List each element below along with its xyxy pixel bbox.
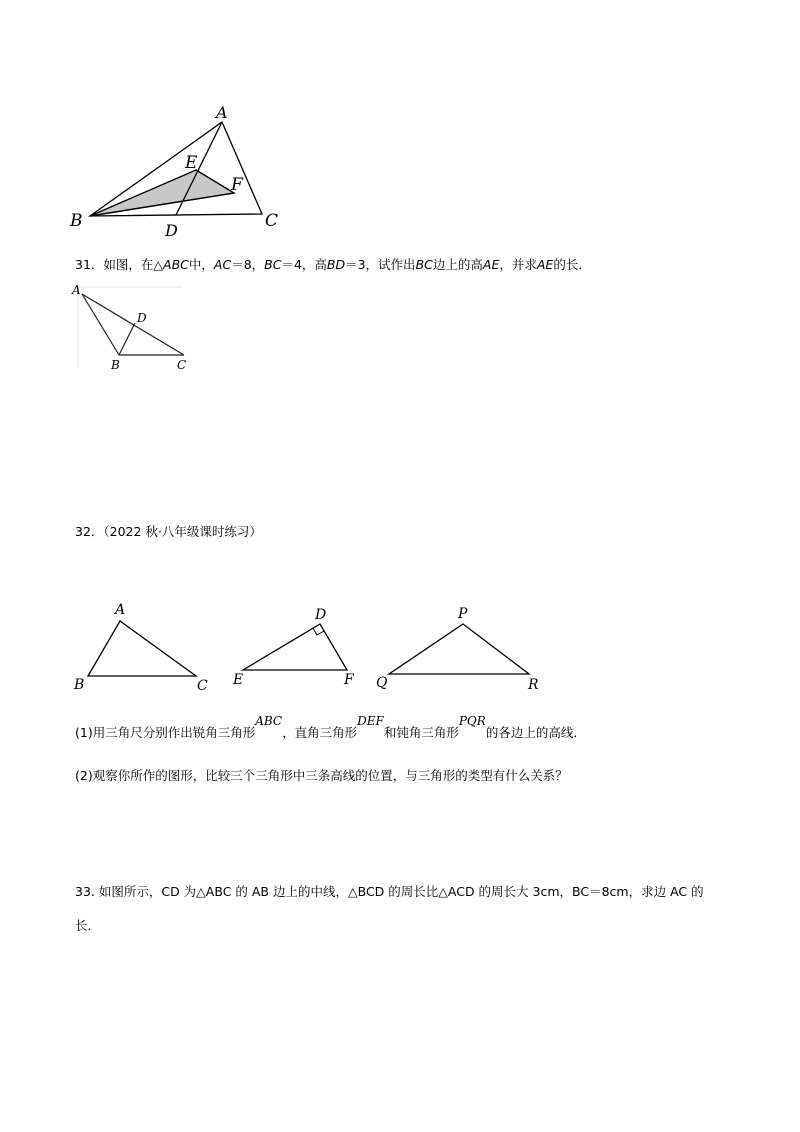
question-source: （2022 秋·八年级课时练习） [103, 524, 262, 539]
question-31-text: 31．如图，在△ABC中，AC＝8，BC＝4，高BD＝3，试作出BC边上的高AE，并求AE的长． [75, 257, 591, 272]
label-d: D [165, 221, 178, 238]
triangle-def [243, 624, 347, 670]
label-e: E [233, 672, 244, 688]
label-r: R [528, 677, 539, 693]
label-q: Q [376, 675, 388, 691]
triangle-figure-q31 [70, 280, 200, 375]
label-a: A [72, 283, 81, 297]
label-c: C [177, 358, 187, 372]
label-d: D [137, 311, 147, 325]
three-triangles-figure [70, 598, 550, 694]
label-d: D [315, 607, 327, 623]
label-b: B [111, 358, 120, 372]
question-32-header [75, 523, 262, 541]
label-a: A [216, 103, 228, 122]
label-b: B [74, 677, 85, 693]
segment-ab [82, 294, 119, 355]
segment-bd [119, 323, 135, 355]
label-c: C [265, 211, 279, 231]
question-32-part-1: (1)用三角尺分别作出锐角三角形ABC，直角三角形DEF和钝角三角形PQR的各边上的高线． [75, 714, 586, 740]
question-number: 31． [75, 257, 104, 272]
label-e: E [185, 153, 198, 173]
triangle-pqr [389, 624, 529, 674]
label-a: A [115, 602, 126, 618]
label-f: F [344, 672, 354, 688]
label-b: B [70, 211, 83, 231]
shaded-triangle-bef [90, 170, 234, 216]
label-p: P [458, 606, 468, 622]
question-number: 32． [75, 524, 104, 539]
triangle-abc [88, 621, 196, 676]
question-32-part-2: (2)观察你所作的图形，比较三个三角形中三条高线的位置，与三角形的类型有什么关系？ [75, 768, 568, 783]
label-c: C [197, 678, 208, 694]
label-f: F [231, 175, 243, 195]
question-33-line-1: 33. 如图所示，CD 为△ABC 的 AB 边上的中线，△BCD 的周长比△ACD 的周长大 3cm，BC＝8cm，求边 AC 的 [75, 884, 704, 899]
segment-ac [82, 294, 184, 355]
triangle-figure-top [60, 98, 300, 238]
question-33-line-2: 长． [75, 918, 101, 933]
